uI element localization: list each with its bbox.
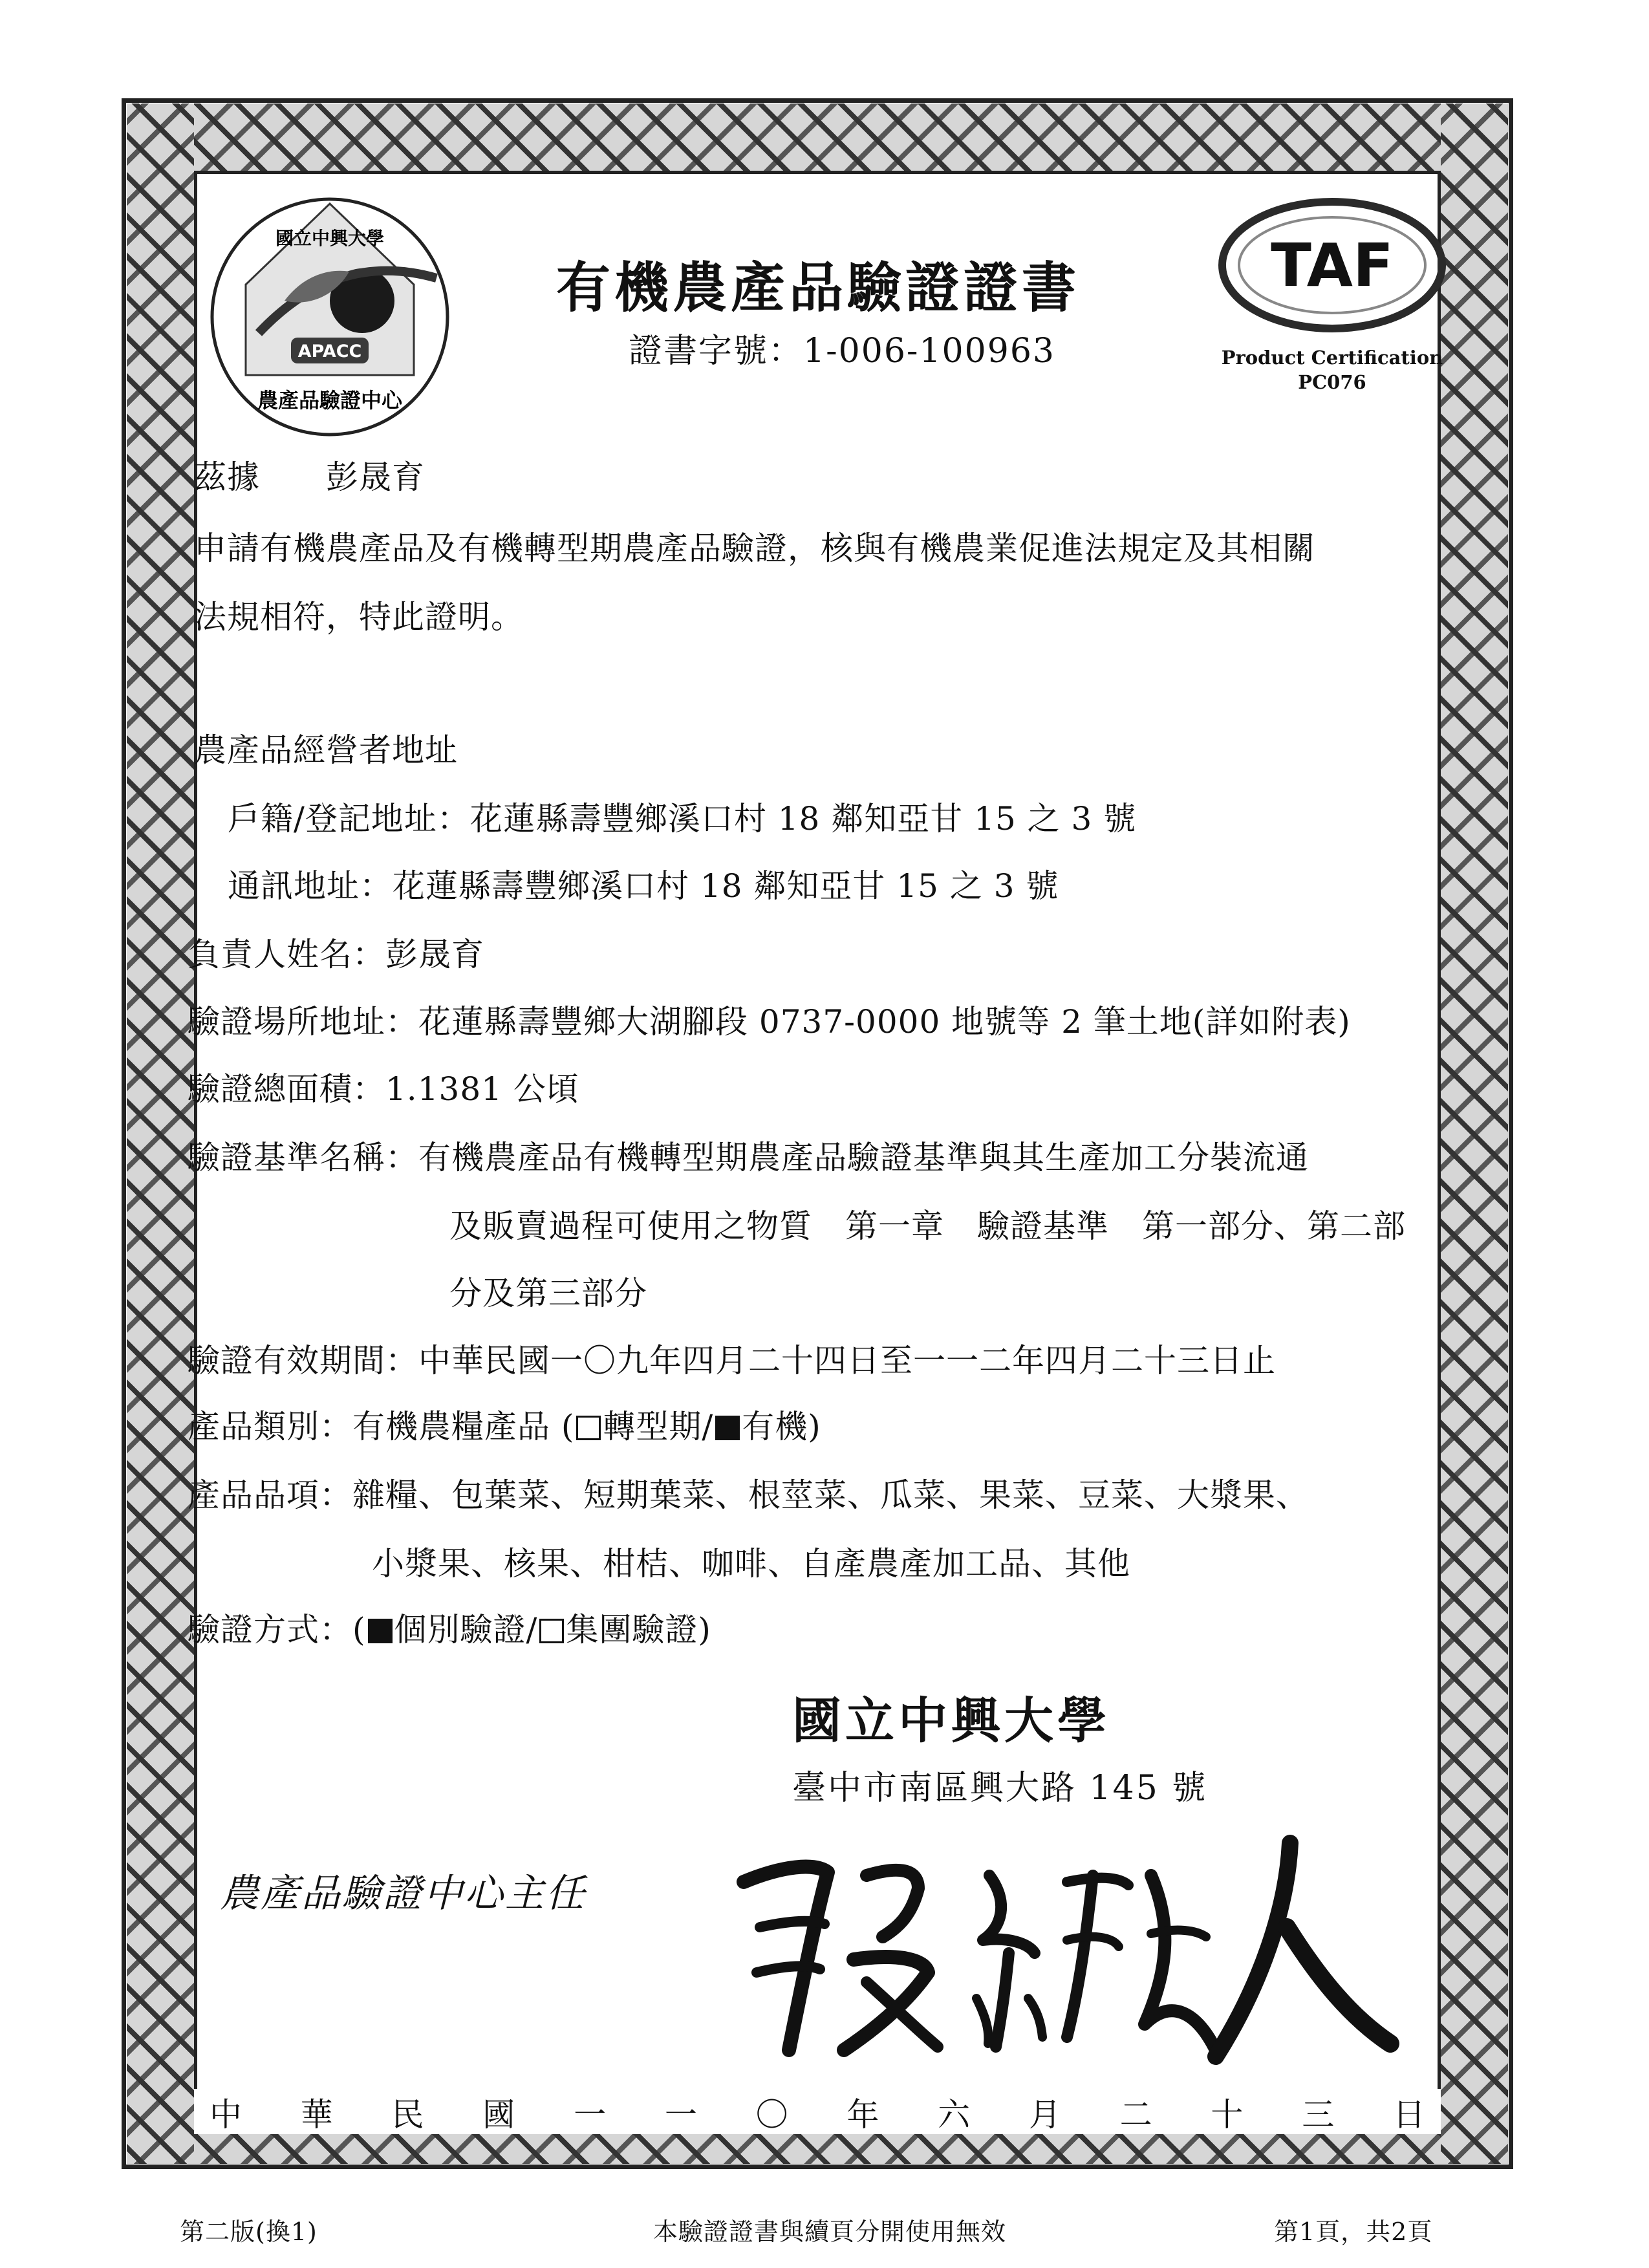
date-char: 年 [846,2096,879,2133]
knot-border-right [1441,103,1508,2164]
taf-product-certification: Product Certification [1221,347,1443,369]
date-char: 〇 [755,2096,788,2133]
group-checkbox [539,1619,564,1643]
footer-notice: 本驗證證書與續頁分開使用無效 [653,2218,1007,2246]
individual-label: 個別驗證/ [394,1611,538,1648]
date-char: 三 [1302,2096,1335,2133]
total-area: 驗證總面積：1.1381 公頃 [188,1070,579,1108]
logo-bottom-text: 農產品驗證中心 [257,388,403,413]
date-char: 國 [482,2096,515,2133]
date-char: 一 [574,2096,607,2133]
verification-method [188,1610,711,1649]
applicant-line: 茲據 彭晟育 [194,459,425,496]
group-label: 集團驗證) [566,1611,711,1648]
apacc-badge: APACC [297,341,362,362]
certificate-title: 有機農產品驗證證書 [556,255,1081,319]
date-char: 二 [1119,2096,1152,2133]
footer-page-number: 第1頁，共2頁 [1274,2218,1433,2246]
site-address: 驗證場所地址：花蓮縣壽豐鄉大湖腳段 0737-0000 地號等 2 筆土地(詳如附表) [188,1003,1351,1041]
taf-mark: TAF [1271,231,1394,300]
standard-name-line-3: 分及第三部分 [449,1275,647,1312]
mailing-address: 通訊地址：花蓮縣壽豐鄉溪口村 18 鄰知亞甘 15 之 3 號 [228,867,1059,905]
registered-address: 戶籍/登記地址：花蓮縣壽豐鄉溪口村 18 鄰知亞甘 15 之 3 號 [228,800,1137,837]
footer-version: 第二版(換1) [180,2218,318,2246]
organic-checkbox [715,1416,740,1440]
logo-top-text: 國立中興大學 [275,228,385,249]
issuer-address: 臺中市南區興大路 145 號 [792,1769,1208,1808]
statement-line-1: 申請有機農產品及有機轉型期農產品驗證，核與有機農業促進法規定及其相關 [194,530,1315,567]
date-char: 月 [1028,2096,1061,2133]
transition-label: 轉型期/ [603,1408,714,1445]
validity-period: 驗證有效期間：中華民國一〇九年四月二十四日至一一二年四月二十三日止 [188,1342,1276,1379]
product-category [188,1407,821,1446]
statement-line-2: 法規相符，特此證明。 [194,598,524,636]
product-items-line-1: 產品品項：雜糧、包葉菜、短期葉菜、根莖菜、瓜菜、果菜、豆菜、大漿果、 [188,1476,1309,1514]
knot-border-left [127,103,194,2164]
standard-name-line-2: 及販賣過程可使用之物質 第一章 驗證基準 第一部分、第二部 [449,1207,1406,1245]
date-char: 民 [391,2096,424,2133]
date-char: 六 [938,2096,971,2133]
transition-checkbox [576,1416,601,1440]
standard-name-line-1: 驗證基準名稱：有機農產品有機轉型期農產品驗證基準與其生產加工分裝流通 [188,1139,1309,1176]
director-signature [705,1804,1403,2076]
issuer-name: 國立中興大學 [792,1692,1110,1749]
issue-date-row [194,2089,1441,2134]
date-char: 一 [664,2096,697,2133]
product-category-prefix: 產品類別：有機農糧產品 ( [188,1408,575,1445]
taf-accreditation-code: PC076 [1298,371,1366,393]
product-items-line-2: 小漿果、核果、柑桔、咖啡、自產農產加工品、其他 [372,1545,1130,1582]
certificate-number: 證書字號：1-006-100963 [629,332,1055,371]
date-char: 華 [300,2096,333,2133]
date-char: 中 [210,2096,242,2133]
individual-checkbox [368,1619,393,1643]
organic-label: 有機) [742,1408,821,1445]
taf-logo [1209,194,1455,407]
knot-border-top [127,103,1508,171]
operator-address-heading: 農產品經營者地址 [194,731,458,769]
responsible-person: 負責人姓名：彭晟育 [188,936,484,973]
date-char: 十 [1211,2096,1244,2133]
verification-method-prefix: 驗證方式：( [188,1611,366,1648]
director-title: 農產品驗證中心主任 [220,1871,587,1916]
apacc-logo [200,188,459,440]
date-char: 日 [1392,2096,1425,2133]
